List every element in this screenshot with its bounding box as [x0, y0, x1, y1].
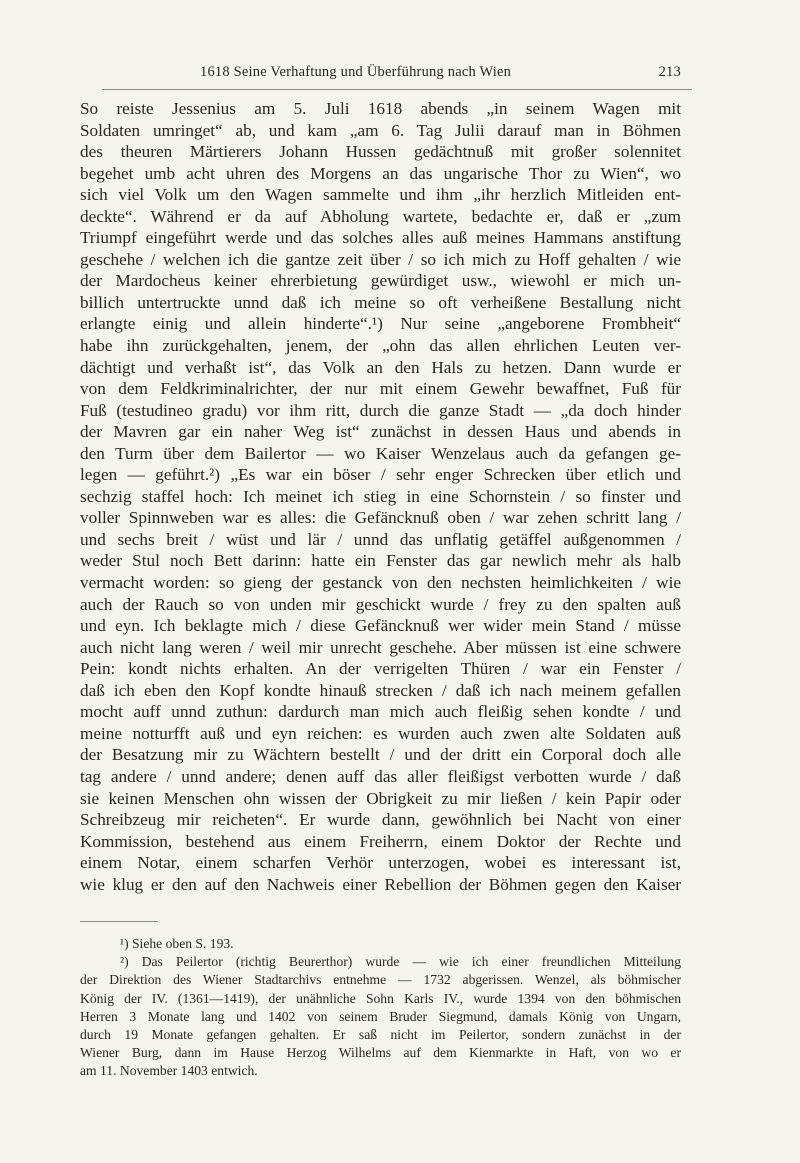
running-title: 1618 Seine Verhaftung und Überführung nach Wien	[200, 64, 512, 80]
body-line: Fuß (testudineo gradu) vor ihm ritt, durch die ganze Stadt — „da doch hinder	[80, 400, 681, 420]
body-line: und eyn. Ich beklagte mich / diese Gefäncknuß wer wider mein Stand / müsse	[80, 616, 681, 636]
body-line: mocht auff unnd zuthun: dardurch man mich auch fleißig sehen kondte / und	[80, 702, 681, 722]
footnote-line: Herren 3 Monate lang und 1402 von seinem Bruder Siegmund, damals König von Ungarn,	[80, 1008, 681, 1024]
footnote-line: am 11. November 1403 entwich.	[80, 1063, 258, 1079]
body-line: weder Stul noch Bett darinn: hatte ein Fenster das gar newlich mehr als halb	[80, 551, 681, 571]
body-line: des theuren Märtierers Johann Hussen gedächtnuß mit großer solennitet	[80, 142, 681, 162]
body-line: voller Spinnweben war es alles: die Gefäncknuß oben / war zehen schritt lang /	[80, 508, 681, 528]
footnote-line: der Direktion des Wiener Stadtarchivs entnehme — 1732 abgerissen. Wenzel, als böhmischer	[80, 972, 681, 988]
page-number: 213	[658, 64, 681, 80]
body-line: auch nicht lang weren / weil mir unrecht geschehe. Aber müssen ist eine schwere	[80, 637, 681, 657]
body-line: vermacht worden: so gieng der gestanck von den nechsten heimlichkeiten / wie	[80, 573, 681, 593]
body-line: Pein: kondt nichts erhalten. An der verrigelten Thüren / war ein Fenster /	[80, 659, 681, 679]
body-line: sechzig staffel hoch: Ich meinet ich stieg in eine Schornstein / so finster und	[80, 486, 681, 506]
body-line: sich viel Volk um den Wagen sammelte und ihm „ihr herzlich Mitleiden ent-	[80, 185, 681, 205]
footnote-line: ¹) Siehe oben S. 193.	[120, 936, 234, 951]
body-line: der Mardocheus keiner ehrerbietung gewürdiget usw., wiewohl er mich un-	[80, 271, 681, 291]
body-line: erlangte einig und allein hinderte“.¹) Nur seine „angeborene Frombheit“	[80, 314, 681, 334]
footnote-line: Wiener Burg, dann im Hause Herzog Wilhelms auf dem Kienmarkte in Haft, von wo er	[80, 1045, 681, 1061]
body-line: deckte“. Während er da auf Abholung wartete, bedachte er, daß er „zum	[80, 206, 681, 226]
body-line: Schreibzeug mir reicheten“. Er wurde dann, gewöhnlich bei Nacht von einer	[80, 810, 681, 830]
footnote-rule	[80, 921, 158, 922]
body-line: meine notturfft auß und eyn reichen: es wurden auch zwen alte Soldaten auß	[80, 723, 681, 743]
body-line: legen — geführt.²) „Es war ein böser / sehr enger Schrecken über etlich und	[80, 465, 681, 485]
body-line: geschehe / welchen ich die gantze zeit über / so ich mich zu Hoff gehalten / wie	[80, 249, 681, 269]
body-line: So reiste Jessenius am 5. Juli 1618 abends „in seinem Wagen mit	[80, 99, 681, 118]
body-line: Kommission, bestehend aus einem Freiherrn, einem Doktor der Rechte und	[80, 831, 681, 851]
body-line: einem Notar, einem scharfen Verhör unterzogen, wobei es interessant ist,	[80, 853, 681, 873]
body-line: den Turm über dem Bailertor — wo Kaiser Wenzelaus auch da gefangen ge-	[80, 443, 681, 463]
header-rule	[102, 89, 692, 90]
body-line: Triumpf eingeführt werde und das solches alles auß meines Hammans anstiftung	[80, 228, 681, 248]
body-line: der Besatzung mir zu Wächtern bestellt / und der dritt ein Corporal doch alle	[80, 745, 681, 765]
body-line: daß ich eben den Kopf kondte hinauß strecken / daß ich nach meinem gefallen	[80, 680, 681, 700]
body-line: von dem Feldkriminalrichter, der nur mit einem Gewehr bewaffnet, Fuß für	[80, 379, 681, 399]
footnote-line: ²) Das Peilertor (richtig Beurerthor) wurde — wie ich einer freundlichen Mitteilung	[120, 954, 681, 970]
body-line: wie klug er den auf den Nachweis einer Rebellion der Böhmen gegen den Kaiser	[80, 874, 681, 894]
footnote-line: König der IV. (1361—1419), der unähnliche Sohn Karls IV., wurde 1394 von den böhmischen	[80, 990, 681, 1006]
body-line: und sechs breit / wüst und lär / unnd das unflatig getäffel außgenommen /	[80, 529, 681, 549]
body-line: der Mavren gar ein naher Weg ist“ zunächst in dessen Haus und abends in	[80, 422, 681, 442]
body-line: dächtigt und verhaßt ist“, das Volk an den Hals zu hetzen. Dann wurde er	[80, 357, 681, 377]
body-line: auch der Rauch so von unden mir geschickt wurde / frey zu den spalten auß	[80, 594, 681, 614]
footnote-line: durch 19 Monate gefangen gehalten. Er saß nicht im Peilertor, sondern zunächst in der	[80, 1026, 681, 1042]
body-line: billich untertruckte unnd daß ich meine so oft verheißene Bestallung nicht	[80, 292, 681, 312]
body-line: Soldaten umringet“ ab, und kam „am 6. Tag Julii darauf man in Böhmen	[80, 120, 681, 140]
body-line: habe ihn zurückgehalten, jenem, der „ohn das allen ehrlichen Leuten ver-	[80, 336, 681, 356]
body-line: begehet umb acht uhren des Morgens an das ungarische Thor zu Wien“, wo	[80, 163, 681, 183]
body-text	[80, 98, 681, 895]
body-line: tag andere / unnd andere; denen auff das aller fleißigst verbotten wurde / daß	[80, 766, 681, 786]
body-line: sie keinen Menschen ohn wissen der Obrigkeit zu mir ließen / kein Papir oder	[80, 788, 681, 808]
footnotes	[80, 935, 681, 1081]
